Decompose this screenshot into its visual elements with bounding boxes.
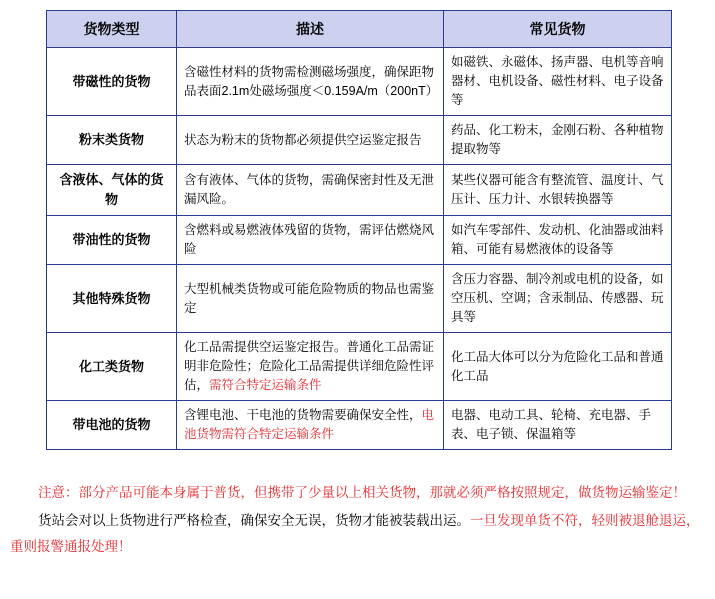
cell-cargo-type: 粉末类货物	[47, 116, 177, 165]
cell-description: 大型机械类货物或可能危险物质的物品也需鉴定	[177, 265, 444, 333]
table-row	[47, 165, 672, 216]
table-row	[47, 333, 672, 401]
description-warning-text: 需符合特定运输条件	[209, 378, 322, 392]
note-inspection-warning: 一旦发现单货不符，轻则被退舱退运，重则报警通报处理！	[10, 513, 700, 554]
cell-common-cargo: 如汽车零部件、发动机、化油器或油料箱、可能有易燃液体的设备等	[444, 216, 672, 265]
note-warning-text: 部分产品可能本身属于普货，但携带了少量以上相关货物，那就必须严格按照规定，做货物运输鉴定！	[78, 485, 686, 500]
note-inspection	[10, 508, 710, 560]
table-row	[47, 401, 672, 450]
table-row	[47, 48, 672, 116]
cell-common-cargo: 电器、电动工具、轮椅、充电器、手表、电子锁、保温箱等	[444, 401, 672, 450]
table-body	[47, 48, 672, 450]
cell-cargo-type: 含液体、气体的货物	[47, 165, 177, 216]
cell-common-cargo: 化工品大体可以分为危险化工品和普通化工品	[444, 333, 672, 401]
cell-cargo-type: 带油性的货物	[47, 216, 177, 265]
cell-common-cargo: 如磁铁、永磁体、扬声器、电机等音响器材、电机设备、磁性材料、电子设备等	[444, 48, 672, 116]
table-row	[47, 116, 672, 165]
column-header-common-cargo: 常见货物	[444, 11, 672, 48]
note-inspection-text: 货站会对以上货物进行严格检查，确保安全无误，货物才能被装载出运。	[38, 513, 470, 528]
cell-cargo-type: 带磁性的货物	[47, 48, 177, 116]
column-header-type: 货物类型	[47, 11, 177, 48]
cell-cargo-type: 其他特殊货物	[47, 265, 177, 333]
description-text: 化工品需提供空运鉴定报告。普通化工品需证明非危险性；危险化工品需提供详细危险性评估，	[184, 340, 435, 392]
cell-description: 含燃料或易燃液体残留的货物，需评估燃烧风险	[177, 216, 444, 265]
table-row	[47, 216, 672, 265]
cargo-table-container	[46, 10, 671, 450]
note-warning	[10, 480, 710, 506]
cell-common-cargo: 含压力容器、制冷剂或电机的设备，如空压机、空调；含汞制品、传感器、玩具等	[444, 265, 672, 333]
column-header-description: 描述	[177, 11, 444, 48]
cell-description	[177, 333, 444, 401]
description-warning-text: 电池货物需符合特定运输条件	[184, 408, 435, 441]
cell-description: 含磁性材料的货物需检测磁场强度，确保距物品表面2.1m处磁场强度＜0.159A/m（200nT）	[177, 48, 444, 116]
cell-cargo-type: 带电池的货物	[47, 401, 177, 450]
cell-description: 状态为粉末的货物都必须提供空运鉴定报告	[177, 116, 444, 165]
cargo-types-table	[46, 10, 672, 450]
cell-common-cargo: 药品、化工粉末，金刚石粉、各种植物提取物等	[444, 116, 672, 165]
cell-cargo-type: 化工类货物	[47, 333, 177, 401]
cell-description: 含有液体、气体的货物，需确保密封性及无泄漏风险。	[177, 165, 444, 216]
description-text: 含锂电池、干电池的货物需要确保安全性，	[184, 408, 422, 422]
notes-section	[10, 480, 710, 560]
table-row	[47, 265, 672, 333]
cell-common-cargo: 某些仪器可能含有整流管、温度计、气压计、压力计、水银转换器等	[444, 165, 672, 216]
table-header-row	[47, 11, 672, 48]
cell-description	[177, 401, 444, 450]
table-header	[47, 11, 672, 48]
note-warning-label: 注意：	[38, 485, 79, 500]
